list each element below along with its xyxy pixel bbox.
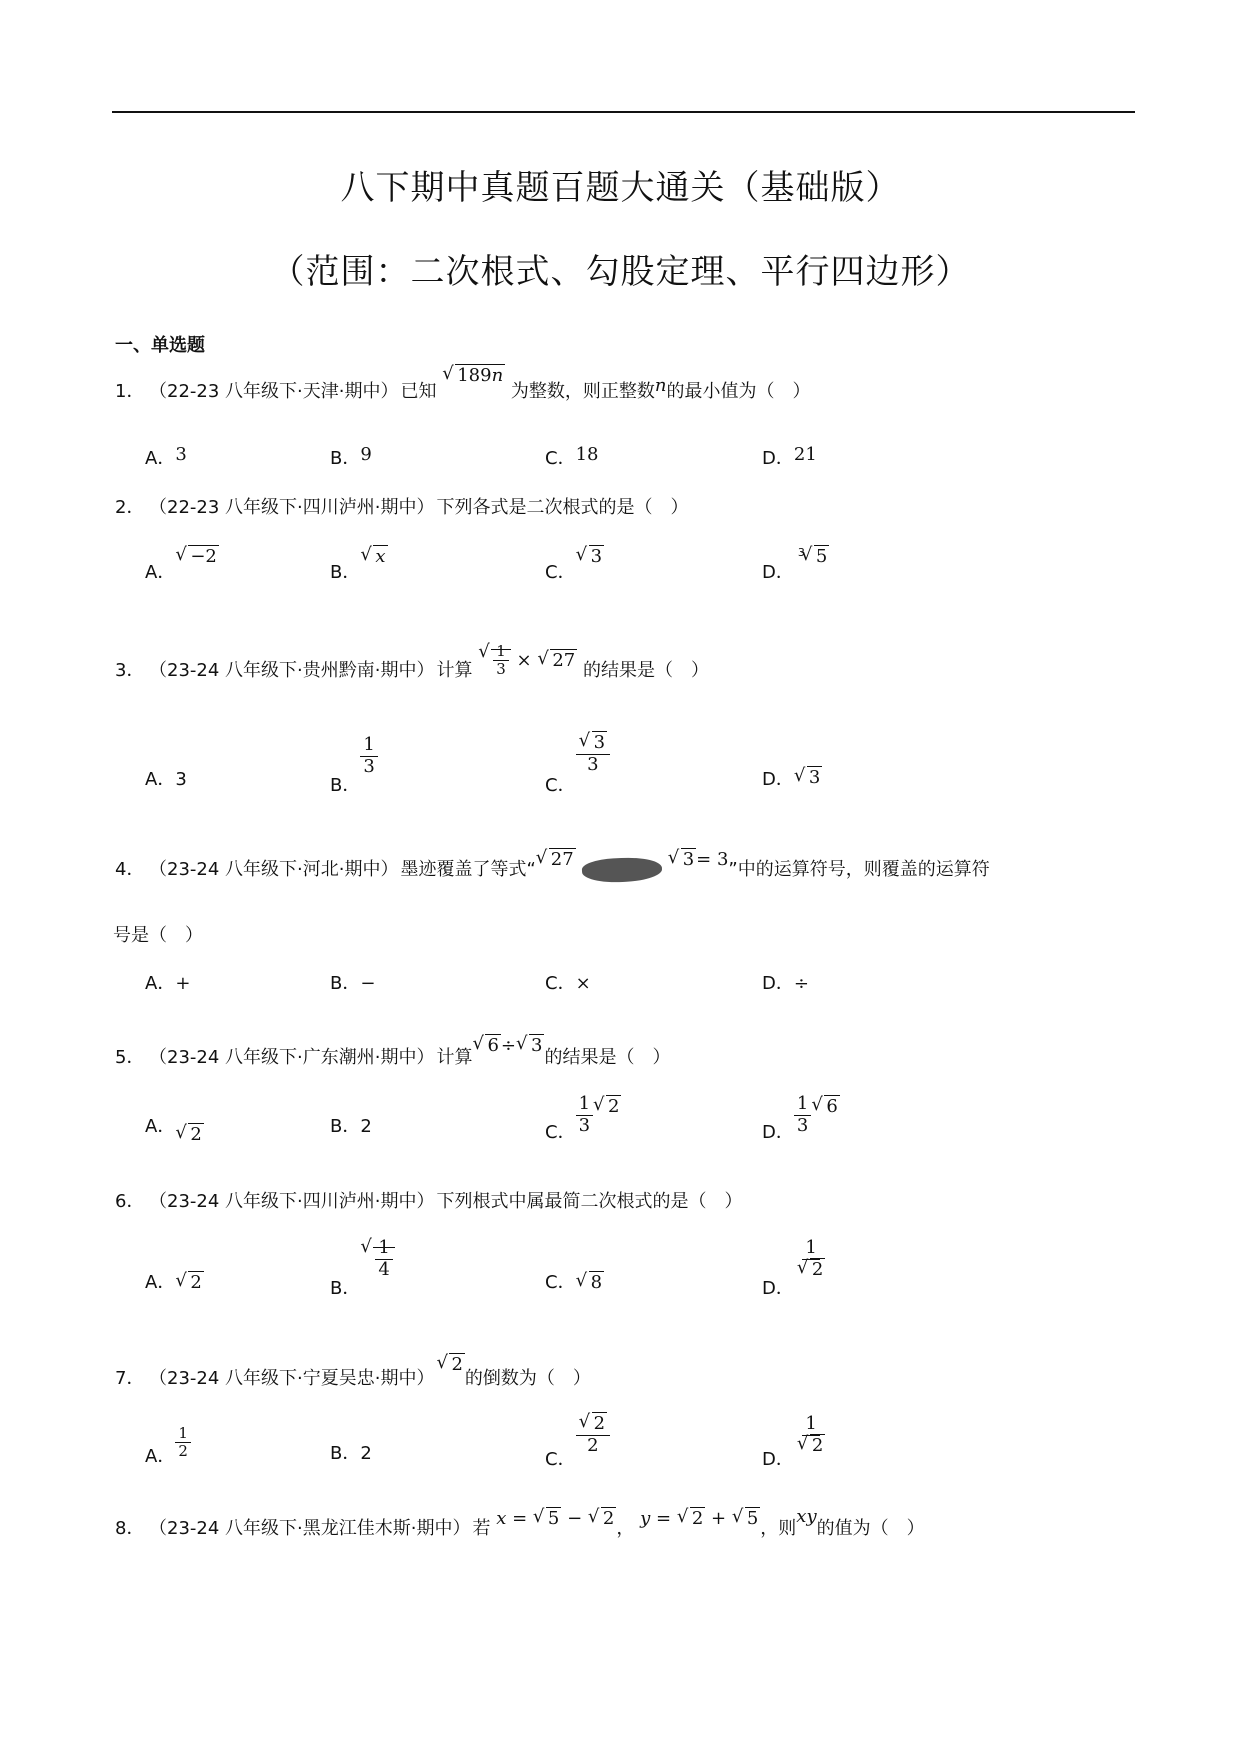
option-c[interactable]: C． $\frac{1}{3}$ √ 2 [545, 1094, 621, 1136]
question-text: 墨迹覆盖了等式“ [400, 859, 536, 880]
question-source: （23-24 八年级下·四川泸州·期中） [149, 1191, 435, 1212]
question-number: 8． [115, 1518, 145, 1539]
question-text: 已知 [400, 381, 437, 402]
question-text: 计算 [436, 1047, 473, 1068]
option-b[interactable]: B． √ $\frac{1}{4}$ [330, 1238, 395, 1280]
option-b[interactable]: B．√ x [330, 558, 388, 584]
question-7: 7． （23-24 八年级下·宁夏吴忠·期中）√ 2的倒数为（ ） [115, 1364, 591, 1390]
option-d[interactable]: D． 1 √ 2 [762, 1414, 828, 1456]
question-source: （23-24 八年级下·广东潮州·期中） [149, 1047, 435, 1068]
option-a[interactable]: A．3 [145, 444, 187, 469]
question-source: （23-24 八年级下·黑龙江佳木斯·期中） [149, 1518, 471, 1539]
question-text: 为整数，则正整数 [510, 381, 655, 402]
option-c[interactable]: C． √ $\frac{3}{3}$ [545, 733, 610, 775]
question-4-continued: 号是（ ） [113, 925, 203, 946]
question-source: （23-24 八年级下·宁夏吴忠·期中） [149, 1368, 435, 1389]
page-subtitle: （范围：二次根式、勾股定理、平行四边形） [270, 252, 971, 292]
option-a[interactable]: A．√ 2 [145, 1268, 204, 1294]
question-text: 的值为（ ） [816, 1518, 925, 1539]
option-a[interactable]: A．+ [145, 973, 191, 994]
question-number: 2． [115, 497, 145, 518]
option-d[interactable]: D． $\frac{1}{3}$ √ 6 [762, 1094, 840, 1136]
option-c[interactable]: C．18 [545, 444, 599, 469]
option-c[interactable]: C．√ 8 [545, 1268, 604, 1294]
question-source: （22-23 八年级下·四川泸州·期中） [149, 497, 435, 518]
question-number: 5． [115, 1047, 145, 1068]
option-b[interactable]: B． $\frac{1}{3}$ [330, 735, 378, 777]
question-number: 7． [115, 1368, 145, 1389]
option-a[interactable]: A． $\frac{1}{2}$ [145, 1425, 191, 1461]
option-b[interactable]: B．9 [330, 444, 372, 469]
question-source: （22-23 八年级下·天津·期中） [149, 381, 399, 402]
question-2 [115, 493, 688, 519]
question-text: 下列各式是二次根式的是（ ） [436, 497, 689, 518]
question-number: 4． [115, 859, 145, 880]
option-d[interactable]: D．21 [762, 444, 817, 469]
option-a[interactable]: A．√ −2 [145, 558, 219, 584]
question-1 [115, 365, 811, 403]
top-rule [112, 111, 1135, 113]
question-text: 的倒数为（ ） [464, 1368, 591, 1389]
question-source: （23-24 八年级下·河北·期中） [149, 859, 399, 880]
option-b[interactable]: B．− [330, 973, 376, 994]
question-text: ，则 [760, 1518, 797, 1539]
question-text: 下列根式中属最简二次根式的是（ ） [436, 1191, 743, 1212]
math-expression: y = √ 2 + √ 5 [640, 1508, 760, 1529]
question-text: 的最小值为（ ） [666, 381, 811, 402]
option-c[interactable]: C． √ $\frac{2}{2}$ [545, 1414, 610, 1456]
math-expression: √ 189n [442, 365, 505, 386]
option-d[interactable]: D．$^3$√ 5 [762, 558, 829, 584]
question-source: （23-24 八年级下·贵州黔南·期中） [149, 659, 435, 681]
option-a[interactable]: A．3 [145, 769, 187, 790]
question-8: 8． （23-24 八年级下·黑龙江佳木斯·期中） 若 x = √ 5 − √ 2 ， y = √ 2 + √ 5 ，则xy的值为（ ） [115, 1514, 925, 1540]
math-expression: x = √ 5 − √ 2 [496, 1508, 616, 1529]
option-d[interactable]: D．√ 3 [762, 765, 822, 791]
ink-blot [581, 856, 662, 884]
option-c[interactable]: C．× [545, 973, 591, 994]
question-number: 3． [115, 659, 145, 681]
question-4: 4． （23-24 八年级下·河北·期中） 墨迹覆盖了等式“√ 27√ 3 = 3”中的运算符号，则覆盖的运算符 [115, 855, 990, 882]
question-number: 1． [115, 381, 145, 402]
question-text: ”中的运算符号，则覆盖的运算符 [728, 859, 990, 880]
math-expression: √ $\frac{1}{3}$ [478, 643, 511, 679]
option-d[interactable]: D．÷ [762, 973, 809, 994]
section-heading: 一、单选题 [115, 335, 205, 356]
question-5: 5． （23-24 八年级下·广东潮州·期中） 计算√ 6 ÷√ 3的结果是（ ） [115, 1043, 670, 1069]
option-a[interactable]: A．√ 2 [145, 1112, 204, 1138]
question-text: 的结果是（ ） [544, 1047, 671, 1068]
question-text: 计算 [436, 659, 473, 681]
option-b[interactable]: B．2 [330, 1116, 372, 1137]
question-text: 的结果是（ ） [582, 659, 709, 681]
question-3: 3． （23-24 八年级下·贵州黔南·期中） 计算 √ $\frac{1}{3}$ × √ 27 的结果是（ ） [115, 653, 709, 689]
question-number: 6． [115, 1191, 145, 1212]
option-d[interactable]: D． 1 √ 2 [762, 1238, 828, 1280]
question-6 [115, 1187, 742, 1213]
option-b[interactable]: B．2 [330, 1443, 372, 1464]
option-c[interactable]: C．√ 3 [545, 558, 604, 584]
page-title: 八下期中真题百题大通关（基础版） [340, 168, 901, 208]
question-text: 若 [472, 1518, 491, 1539]
math-variable: n [654, 375, 667, 396]
